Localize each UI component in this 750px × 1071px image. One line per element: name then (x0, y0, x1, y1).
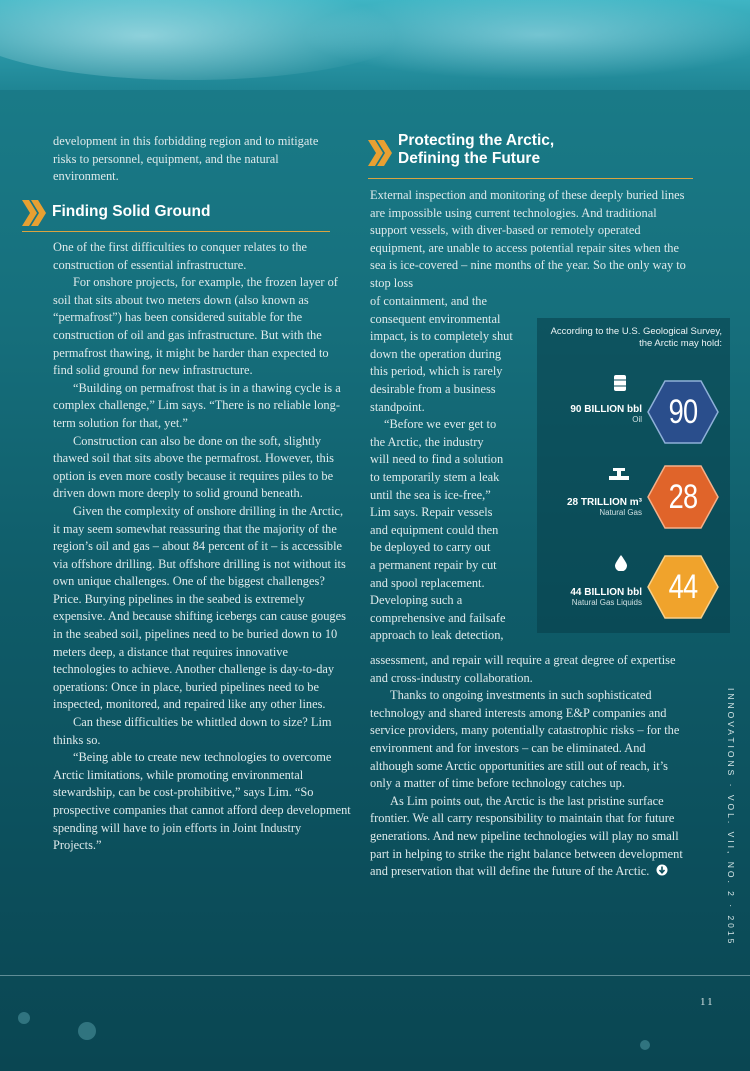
stat-number: 90 (668, 393, 698, 431)
usgs-infographic-panel (537, 318, 730, 633)
stat-label (567, 497, 642, 517)
oil-barrel-icon (613, 374, 627, 392)
header-photo-band (0, 0, 750, 90)
paragraph: Construction can also be done on the soft, slightly thawed soil that sits above the permafrost. However, this option is even more costly because it requires piles to be driven down more deeply to solid ground beneath. (53, 433, 334, 501)
text-line: until the sea is ice-free,” (370, 487, 491, 502)
paragraph: “Being able to create new technologies to overcome Arctic limitations, while promoting environmental stewardship, can be cost-prohibitive,” says Lim. “So prospective companies that cannot afford deep development spending will have to join efforts in Joint Industry Projects.” (53, 750, 351, 853)
stat-amount: 90 BILLION bbl (570, 404, 642, 415)
paragraph: assessment, and repair will require a great degree of expertise and cross-industry collaboration. (370, 653, 676, 685)
text-line: the Arctic, the industry (370, 434, 484, 449)
ice-wave-highlight (300, 0, 750, 80)
end-mark-icon (656, 864, 668, 876)
bubble-decoration (18, 1012, 30, 1024)
stat-natural-gas-liquids (537, 551, 730, 631)
heading-line: Protecting the Arctic, (398, 132, 555, 149)
section-heading-text: Finding Solid Ground (52, 203, 211, 220)
stat-oil (537, 368, 730, 448)
text-line: of containment, and the (370, 294, 487, 308)
stat-label (570, 404, 642, 424)
gas-valve-icon (609, 467, 629, 485)
heading-underline (368, 178, 693, 179)
text-line: Developing such a (370, 593, 463, 608)
left-column-top-text (53, 133, 321, 186)
paragraph: development in this forbidding region and to mitigate risks to personnel, equipment, and the natural environment. (53, 134, 319, 184)
running-header-text: INNOVATIONS · VOL. VII, NO. 2 · 2015 (726, 688, 736, 947)
page-number: 11 (700, 996, 715, 1008)
text-line: and equipment could then (370, 522, 499, 537)
text-line: to temporarily stem a leak (370, 469, 500, 484)
section-heading-finding-solid-ground (22, 198, 322, 228)
droplet-icon (615, 555, 627, 571)
stat-hexagon (647, 555, 719, 619)
heading-line: Defining the Future (398, 150, 541, 167)
stat-resource: Natural Gas (599, 508, 642, 517)
text-line: Lim says. Repair vessels (370, 505, 493, 520)
paragraph (370, 793, 688, 881)
text-line: approach to leak detection, (370, 628, 504, 643)
text-line: consequent environmental (370, 311, 501, 326)
stat-amount: 28 TRILLION m³ (566, 497, 642, 508)
text-line: a permanent repair by cut (370, 557, 497, 572)
infographic-heading: According to the U.S. Geological Survey, the Arctic may hold: (550, 326, 722, 349)
chevron-icon (22, 198, 46, 228)
stat-hexagon (647, 465, 719, 529)
paragraph-text: As Lim points out, the Arctic is the last pristine surface frontier. We all carry responsibility to maintain that for future generations. And new pipeline technologies will play no small part in helping to strike the right balance between development and preservation that will define the future of the Arctic. (370, 793, 683, 879)
paragraph: Thanks to ongoing investments in such sophisticated technology and shared interests among E&P companies and service providers, many potentially catastrophic risks – for the environment and for investors – can be eliminated. And although some Arctic opportunities are still out of reach, it’s only a matter of time before technology catches up. (370, 688, 680, 791)
text-line: this period, which is rarely (370, 364, 503, 379)
paragraph: For onshore projects, for example, the frozen layer of soil that sits about two meters down (also known as “permafrost”) has been considered suitable for the construction of oil and gas infrastructure. But with the permafrost thawing, it might be harder than expected to find solid ground for new infrastructure. (53, 275, 338, 378)
right-column-narrow-text (370, 293, 538, 645)
stat-hexagon (647, 380, 719, 444)
stat-label (570, 587, 642, 607)
text-line: and spool replacement. (370, 575, 485, 590)
footer-divider (0, 975, 750, 976)
text-line: be deployed to carry out (370, 540, 491, 555)
section-heading-protecting-the-arctic (368, 130, 698, 168)
paragraph: Given the complexity of onshore drilling in the Arctic, it may seem somewhat reassuring that the majority of the region’s oil and gas – about 84 percent of it – is accessible via offshore drilling. But offshore drilling is not without its own unique challenges. One of the biggest challenges? Price. Burying pipelines in the seabed is extremely expensive. And because shifting icebergs can cause gouges in the seabed soil, pipelines need to be buried down to 10 meters deep, a distance that requires innovative technologies to achieve. Another challenge is day-to-day operations: Once in place, buried pipelines need to be inspected, monitored, and repaired like any other lines. (53, 503, 346, 712)
right-column-intro (370, 187, 688, 293)
bubble-decoration (640, 1040, 650, 1050)
text-line: standpoint. (370, 399, 425, 414)
stat-number: 28 (668, 478, 698, 516)
stat-natural-gas (537, 461, 730, 541)
stat-resource: Oil (632, 415, 642, 424)
paragraph: One of the first difficulties to conquer relates to the construction of essential infrastructure. (53, 240, 308, 272)
heading-underline (22, 231, 330, 232)
text-line: will need to find a solution (370, 452, 504, 467)
stat-number: 44 (668, 568, 698, 606)
paragraph: Can these difficulties be whittled down to size? Lim thinks so. (53, 715, 332, 747)
chevron-icon (368, 138, 392, 168)
bubble-decoration (78, 1022, 96, 1040)
text-line: impact, is to completely shut (370, 329, 513, 344)
text-line: comprehensive and failsafe (370, 610, 506, 625)
stat-amount: 44 BILLION bbl (570, 587, 642, 598)
right-column-body (370, 652, 688, 881)
stat-resource: Natural Gas Liquids (571, 598, 642, 607)
paragraph: “Building on permafrost that is in a thawing cycle is a complex challenge,” Lim says. “There is no reliable long-term solution for that, yet.” (53, 380, 341, 430)
text-line: desirable from a business (370, 381, 496, 396)
left-column-body (53, 239, 351, 855)
vertical-running-header (715, 688, 736, 970)
paragraph: External inspection and monitoring of these deeply buried lines are impossible using current technologies. And traditional support vessels, with diver-based or remotely operated equipment, are unable to access potential repair sites when the sea is ice-covered – nine months of the year. So the only way to stop loss (370, 188, 686, 290)
text-line: “Before we ever get to (384, 417, 497, 432)
section-heading-text (398, 132, 554, 168)
text-line: down the operation during (370, 346, 502, 361)
